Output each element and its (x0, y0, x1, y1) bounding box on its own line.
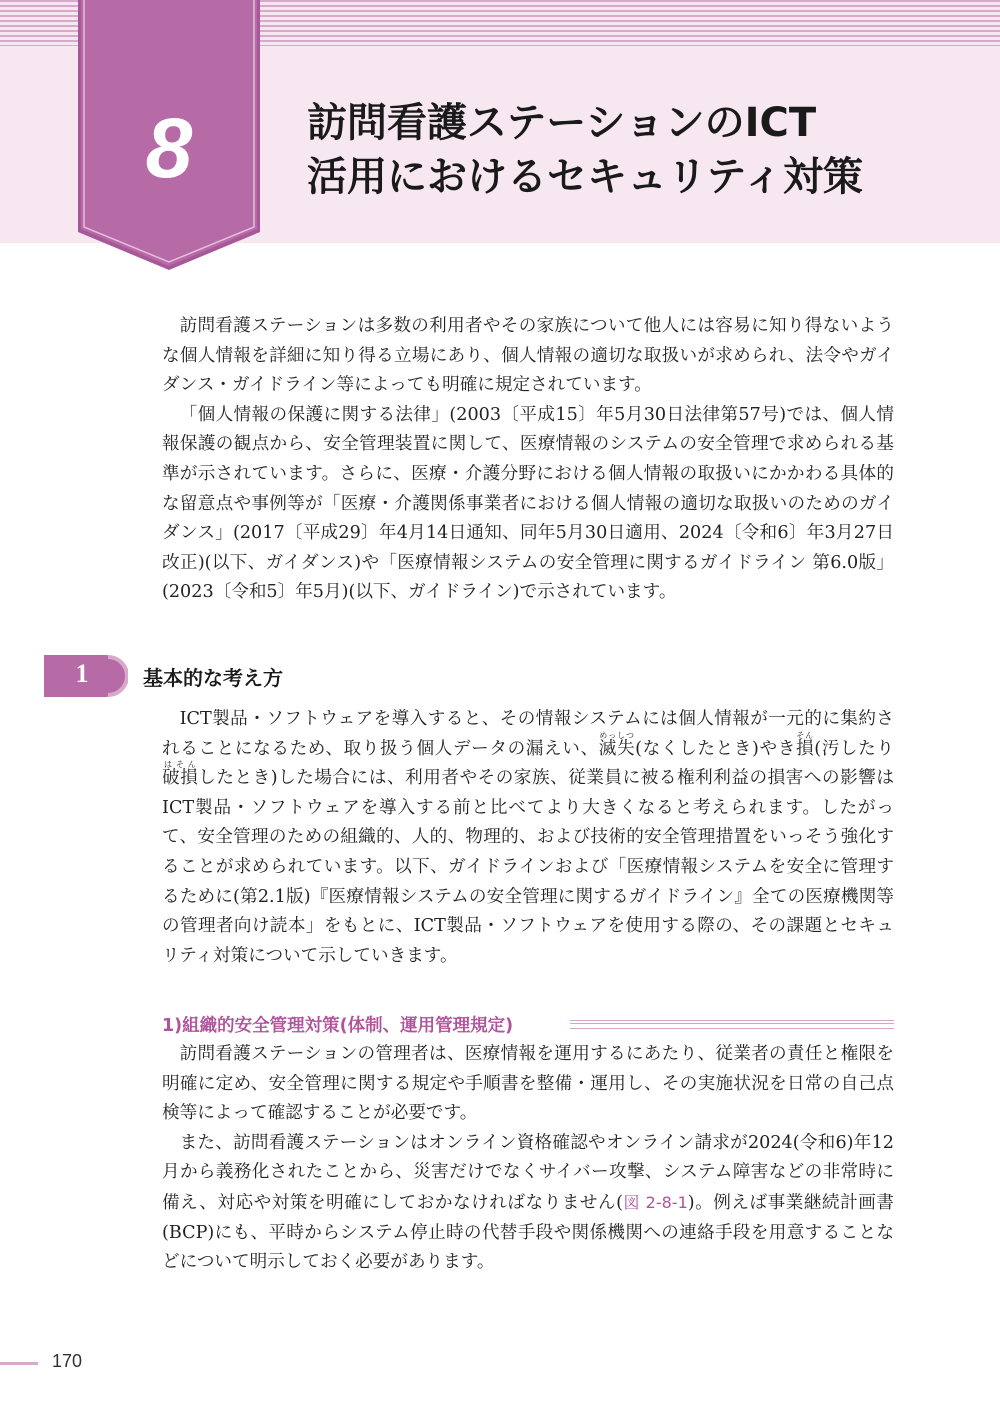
subsection-heading: 1)組織的安全管理対策(体制、運用管理規定) (162, 1016, 514, 1036)
section1-text-part: (なくしたとき)やき (635, 738, 796, 759)
subsection1-paragraph-1: 訪問看護ステーションの管理者は、医療情報を運用するにあたり、従業者の責任と権限を明確に定め、安全管理に関する規定や手順書を整備・運用し、その実施状況を日常の自己点検等によって確認することが必要です。 (162, 1044, 894, 1124)
intro-text (162, 312, 894, 608)
chapter-title (307, 96, 863, 204)
subsection1-text-part: また、訪問看護ステーションはオンライン資格確認やオンライン請求が2024(令和6)年12月から義務化されたことから、災害だけでなくサイバー攻撃、システム障害などの非常時に備え、対応や対策を明確にしておかなければなりません( (162, 1132, 894, 1213)
subsection1-paragraph-2 (162, 1129, 894, 1278)
intro-paragraph-1: 訪問看護ステーションは多数の利用者やその家族について他人には容易に知り得ないような個人情報を詳細に知り得る立場にあり、個人情報の適切な取扱いが求められ、法令やガイダンス・ガイドライン等によっても明確に規定されています。 (162, 316, 894, 396)
chapter-number: 8 (145, 101, 193, 195)
section1-text-part: ICT製品・ソフトウェアを導入すると、その情報システムには個人情報が一元的に集約されることになるため、取り扱う個人データの漏えい、 (162, 709, 894, 759)
ruby-base: 損 (795, 738, 815, 759)
chapter-title-line1: 訪問看護ステーションのICT (307, 100, 817, 146)
page-number: 170 (52, 1351, 83, 1371)
ruby-base: 滅失 (598, 738, 636, 759)
ruby-messhitsu (598, 730, 636, 759)
section1-text-part: したとき)した場合には、利用者やその家族、従業員に被る権利利益の損害への影響はICT製品・ソフトウェアを導入する前と比べてより大きくなると考えられます。したがって、安全管理のための組織的、人的、物理的、および技術的安全管理措置をいっそう強化することが求められています。以下、ガイドラインおよび「医療情報システムを安全に管理するために(第2.1版)『医療情報システムの安全管理に関するガイドライン』全ての医療機関等の管理者向け読本」をもとに、ICT製品・ソフトウェアを使用する際の、その課題とセキュリティ対策について示していきます。 (162, 768, 894, 966)
ruby-hason (162, 760, 199, 789)
subsection-heading-rule-middle (570, 1023, 894, 1024)
ruby-base: 破損 (162, 768, 199, 789)
subsection-heading-rule (570, 1020, 894, 1029)
section-number: 1 (75, 659, 89, 688)
chapter-title-line2: 活用におけるセキュリティ対策 (307, 154, 863, 200)
ruby-son (795, 730, 815, 759)
section1-paragraph (162, 705, 894, 971)
section1-text (162, 705, 894, 971)
ruby-reading: そん (795, 730, 814, 740)
figure-reference-link[interactable]: 図 2-8-1 (623, 1192, 688, 1212)
subsection1-text-part: )。例えば事業継続計画書(BCP)にも、平時からシステム停止時の代替手段や関係機関への連絡手段を用意することなどについて明示しておく必要があります。 (162, 1192, 894, 1273)
ruby-reading: めっしつ (598, 730, 635, 740)
section1-text-part: (汚したり (814, 738, 894, 759)
subsection1-text (162, 1040, 894, 1278)
intro-paragraph-2: 「個人情報の保護に関する法律」(2003〔平成15〕年5月30日法律第57号)では、個人情報保護の観点から、安全管理装置に関して、医療情報のシステムの安全管理で求められる基準が示されています。さらに、医療・介護分野における個人情報の取扱いにかかわる具体的な留意点や事例等が「医療・介護関係事業者における個人情報の適切な取扱いのためのガイダンス」(2017〔平成29〕年4月14日通知、同年5月30日適用、2024〔令和6〕年3月27日改正)(以下、ガイダンス)や「医療情報システムの安全管理に関するガイドライン 第6.0版」(2023〔令和5〕年5月)(以下、ガイドライン)で示されています。 (162, 404, 894, 603)
section-title: 基本的な考え方 (143, 666, 283, 690)
footer-rule (0, 1362, 38, 1365)
ruby-reading: はそん (162, 760, 198, 770)
